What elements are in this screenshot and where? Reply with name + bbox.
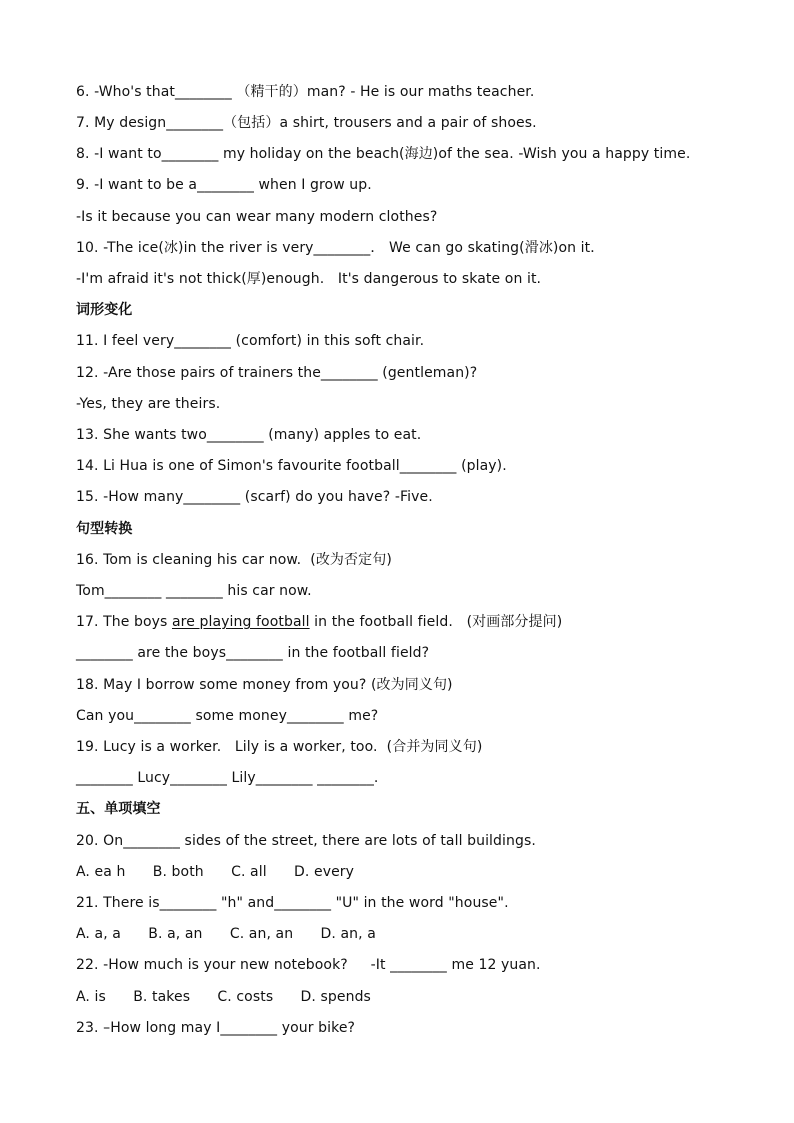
question-10-reply: -I'm afraid it's not thick(厚)enough. It's dangerous to skate on it. xyxy=(76,271,542,287)
question-11: 11. I feel very________ (comfort) in this soft chair. xyxy=(76,333,425,349)
question-20-options: A. ea h B. both C. all D. every xyxy=(76,864,355,880)
section-heading-multiple-choice: 五、单项填空 xyxy=(76,801,161,817)
question-19: 19. Lucy is a worker. Lily is a worker, too. (合并为同义句) xyxy=(76,739,483,755)
section-heading-word-forms: 词形变化 xyxy=(76,302,133,318)
question-17-suffix: in the football field. (对画部分提问) xyxy=(309,614,563,630)
question-22: 22. -How much is your new notebook? -It ________ me 12 yuan. xyxy=(76,957,541,973)
question-19-answer: ________ Lucy________ Lily________ ________. xyxy=(76,770,379,786)
section-heading-sentence-transform: 句型转换 xyxy=(76,521,133,537)
question-9-reply: -Is it because you can wear many modern clothes? xyxy=(76,209,438,225)
question-7: 7. My design________（包括）a shirt, trousers and a pair of shoes. xyxy=(76,115,537,131)
question-13: 13. She wants two________ (many) apples to eat. xyxy=(76,427,422,443)
question-17-answer: ________ are the boys________ in the football field? xyxy=(76,645,430,661)
question-8: 8. -I want to________ my holiday on the beach(海边)of the sea. -Wish you a happy time. xyxy=(76,146,691,162)
question-22-options: A. is B. takes C. costs D. spends xyxy=(76,989,371,1005)
question-14: 14. Li Hua is one of Simon's favourite football________ (play). xyxy=(76,458,507,474)
question-17-prefix: 17. The boys xyxy=(76,614,172,630)
question-12-reply: -Yes, they are theirs. xyxy=(76,396,221,412)
question-20: 20. On________ sides of the street, there are lots of tall buildings. xyxy=(76,833,536,849)
question-21: 21. There is________ "h" and________ "U" in the word "house". xyxy=(76,895,509,911)
question-12: 12. -Are those pairs of trainers the________ (gentleman)? xyxy=(76,365,478,381)
question-16-answer: Tom________ ________ his car now. xyxy=(76,583,312,599)
question-21-options: A. a, a B. a, an C. an, an D. an, a xyxy=(76,926,376,942)
question-15: 15. -How many________ (scarf) do you have? -Five. xyxy=(76,489,433,505)
question-18-answer: Can you________ some money________ me? xyxy=(76,708,379,724)
question-6: 6. -Who's that________ （精干的）man? - He is our maths teacher. xyxy=(76,84,535,100)
question-17 xyxy=(76,613,734,631)
question-10: 10. -The ice(冰)in the river is very________． We can go skating(滑冰)on it． xyxy=(76,240,605,256)
question-18: 18. May I borrow some money from you? (改为同义句) xyxy=(76,677,453,693)
question-23: 23. –How long may I________ your bike? xyxy=(76,1020,356,1036)
question-17-underlined: are playing football xyxy=(172,614,310,630)
question-16: 16. Tom is cleaning his car now. (改为否定句) xyxy=(76,552,392,568)
question-9: 9. -I want to be a________ when I grow up. xyxy=(76,177,372,193)
